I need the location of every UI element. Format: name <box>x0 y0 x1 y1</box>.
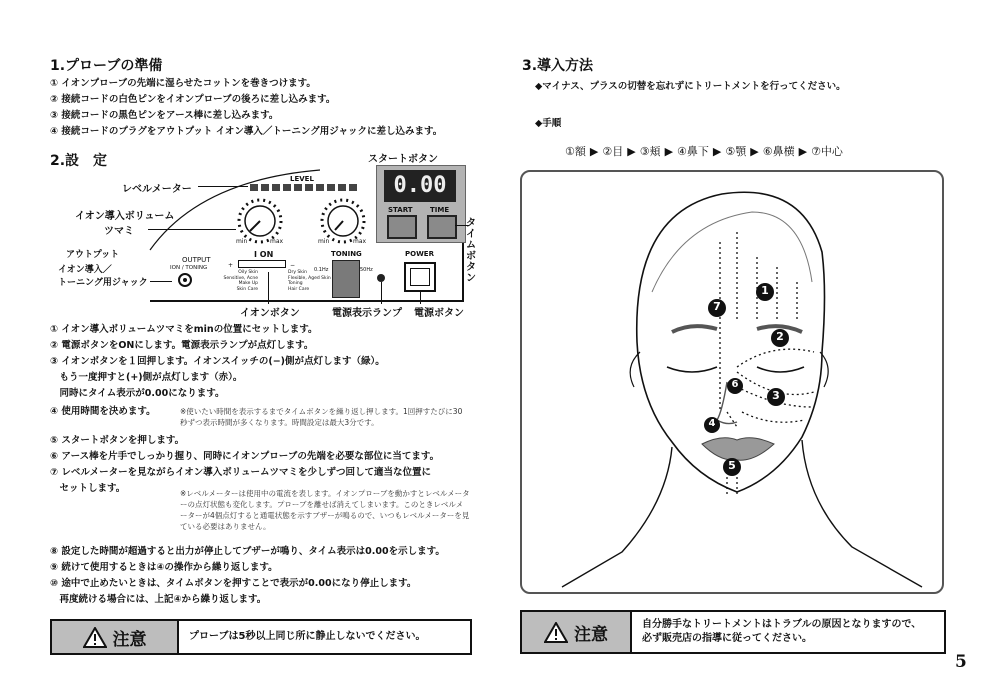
caution-line: 必ず販売店の指導に従ってください。 <box>642 633 812 644</box>
section-2-title: 2.設 定 <box>50 153 108 169</box>
power-lamp <box>377 274 385 282</box>
section-3-title: 3.導入方法 <box>522 58 594 74</box>
output-title: OUTPUT <box>182 256 211 264</box>
ion-item: Dry Skin <box>288 270 307 275</box>
procedure-title: ◆手順 <box>535 118 562 129</box>
order-item: ④鼻下 <box>677 145 709 158</box>
power-button-inner <box>410 268 430 286</box>
arrow-icon: ▶ <box>627 144 636 158</box>
power-button-label: 電源ボタン <box>414 308 464 319</box>
toning-slider[interactable] <box>332 260 360 298</box>
face-marker-4: 4 <box>708 418 716 429</box>
hz-low: 0.1Hz <box>314 267 329 273</box>
level-segment <box>250 184 258 191</box>
knob-min: min <box>236 238 248 245</box>
ion-plus-list <box>288 270 331 292</box>
level-meter <box>250 184 357 191</box>
prep-step: ② 接続コードの白色ピンをイオンプローブの後ろに差し込みます。 <box>50 94 336 105</box>
ion-item: Make Up <box>238 281 258 286</box>
face-marker-6: 6 <box>731 379 739 390</box>
output-label: アウトプット <box>66 250 120 260</box>
setting-step: ⑥ アース棒を片手でしっかり握り、同時にイオンプローブの先端を必要な部位に当てます。 <box>50 451 440 462</box>
arrow-icon: ▶ <box>750 144 759 158</box>
ion-button-label: イオンボタン <box>240 308 300 319</box>
caution-text: プローブは5秒以上同じ所に静止しないでください。 <box>189 631 426 642</box>
ion-item: Hair Care <box>288 286 310 292</box>
jack-leader <box>150 281 172 282</box>
setting-step: もう一度押すと(+)側が点灯します（赤）。 <box>50 372 243 383</box>
ion-item: Flexible, Aged Skin <box>288 275 331 281</box>
power-lamp-label: 電源表示ランプ <box>332 308 402 319</box>
ion-item: Skin Care <box>236 286 258 292</box>
arrow-icon: ▶ <box>664 144 674 158</box>
face-marker-5: 5 <box>728 459 736 472</box>
setting-step: セットします。 <box>50 483 126 494</box>
order-item: ③頬 <box>639 145 661 158</box>
setting-steps-a <box>50 322 385 402</box>
setting-step: ① イオン導入ボリュームツマミをminの位置にセットします。 <box>50 324 318 335</box>
setting-step: ⑨ 続けて使用するときは④の操作から繰り返します。 <box>50 562 278 573</box>
caution-line: 自分勝手なトリートメントはトラブルの原因となりますので、 <box>642 619 922 630</box>
knob-leader <box>148 229 236 230</box>
ion-plus-sign: + <box>228 262 234 269</box>
section-1-title: 1.プローブの準備 <box>50 58 163 74</box>
power-text: POWER <box>405 250 434 258</box>
setting-step: ⑩ 途中で止めたいときは、タイムボタンを押すことで表示が0.00になり停止します。 <box>50 578 417 589</box>
procedure-order <box>565 143 843 159</box>
setting-step: ③ イオンボタンを１回押します。イオンスイッチの(−)側が点灯します（緑）。 <box>50 356 385 367</box>
setting-step: ② 電源ボタンをONにします。電源表示ランプが点灯します。 <box>50 340 314 351</box>
prep-step: ① イオンプローブの先端に湿らせたコットンを巻きつけます。 <box>50 78 316 89</box>
page-number: 5 <box>955 652 967 672</box>
ion-item: Oily Skin <box>238 270 258 275</box>
time-display: 0.00 <box>384 170 456 202</box>
level-text: LEVEL <box>290 175 314 183</box>
time-button-label: タイムボタン <box>466 218 476 284</box>
hz-high: 50Hz <box>360 267 373 273</box>
order-item: ⑤顎 <box>725 145 747 158</box>
level-segment <box>283 184 291 191</box>
toning-knob-max: max <box>353 238 367 245</box>
setting-step-4: ④ 使用時間を決めます。 <box>50 406 156 417</box>
arrow-icon: ▶ <box>798 144 808 158</box>
ion-leader <box>268 272 269 304</box>
caution-text <box>632 612 931 652</box>
setting-step: ⑧ 設定した時間が超過すると出力が停止してブザーが鳴り、タイム表示は0.00を示します。 <box>50 546 445 557</box>
time-text: TIME <box>430 206 450 214</box>
level-segment <box>294 184 302 191</box>
caution-header <box>522 612 632 652</box>
arrow-icon: ▶ <box>589 144 599 158</box>
knob-label: ツマミ <box>104 226 134 237</box>
warning-icon <box>83 627 107 648</box>
level-segment <box>349 184 357 191</box>
caution-box-right <box>520 610 946 654</box>
face-marker-2: 2 <box>776 330 784 343</box>
step-7-note: ※レベルメーターは使用中の電流を表します。イオンプローブを動かすとレベルメーターの点灯状態も変化します。プローブを離せば消えてしまいます。このときレベルメーターが4個点灯すると通電状態を示すブザーが鳴るので、いつもレベルメーターを見ている必要はありません。 <box>180 489 470 531</box>
level-segment <box>272 184 280 191</box>
prep-step: ④ 接続コードのプラグをアウトプット イオン導入／トーニング用ジャックに差し込みます。 <box>50 126 443 137</box>
caution-box-left <box>50 619 472 655</box>
power-button[interactable] <box>404 262 436 292</box>
start-text: START <box>388 206 413 214</box>
setting-step: 再度続ける場合には、上記④から繰り返します。 <box>50 594 267 605</box>
jack-label-2: トーニング用ジャック <box>58 278 148 288</box>
volume-label: イオン導入ボリューム <box>75 211 175 222</box>
setting-steps-c <box>50 544 445 608</box>
caution-header <box>52 621 179 653</box>
face-marker-1: 1 <box>761 284 769 297</box>
jack-hole-icon <box>183 278 187 282</box>
level-segment <box>305 184 313 191</box>
level-segment <box>261 184 269 191</box>
output-sub: ION / TONING <box>170 265 208 271</box>
face-marker-3: 3 <box>772 389 780 402</box>
caution-title: 注意 <box>574 624 608 645</box>
warning-icon <box>544 622 568 643</box>
start-button[interactable] <box>387 215 417 239</box>
ion-item: Sensitive, Acne <box>223 275 258 281</box>
order-item: ⑦中心 <box>811 145 843 158</box>
section-1-steps <box>50 76 442 140</box>
level-segment <box>316 184 324 191</box>
order-item: ⑥鼻横 <box>762 145 795 158</box>
ion-text: I ON <box>254 250 274 259</box>
toning-text: TONING <box>331 250 362 258</box>
order-item: ②目 <box>602 145 624 158</box>
ion-minus-sign: − <box>290 262 296 269</box>
face-marker-7: 7 <box>713 300 721 313</box>
level-meter-label: レベルメーター <box>122 184 192 195</box>
output-jack[interactable] <box>178 273 192 287</box>
level-meter-leader <box>198 186 248 187</box>
step-4-note: ※使いたい時間を表示するまでタイムボタンを繰り返し押します。1回押すたびに30秒ずつ表示時間が多くなります。時間設定は最大3分です。 <box>180 407 463 427</box>
setting-step: 同時にタイム表示が0.00になります。 <box>50 388 225 399</box>
order-item: ①額 <box>565 145 586 158</box>
ion-item: Toning <box>288 281 303 286</box>
setting-step: ⑦ レベルメーターを見ながらイオン導入ボリュームツマミを少しずつ回して適当な位置に <box>50 467 431 478</box>
knob-max: max <box>270 238 284 245</box>
ion-minus-list <box>218 270 258 292</box>
start-button-label: スタートボタン <box>368 154 438 165</box>
ion-button[interactable] <box>238 260 286 268</box>
toning-knob-min: min <box>318 238 330 245</box>
prep-step: ③ 接続コードの黒色ピンをアース棒に差し込みます。 <box>50 110 279 121</box>
time-button[interactable] <box>427 215 457 239</box>
caution-title: 注意 <box>112 629 147 650</box>
jack-label-1: イオン導入／ <box>58 265 112 275</box>
setting-step: ⑤ スタートボタンを押します。 <box>50 435 185 446</box>
level-segment <box>327 184 335 191</box>
section-3-note: ◆マイナス、プラスの切替を忘れずにトリートメントを行ってください。 <box>535 81 846 92</box>
level-segment <box>338 184 346 191</box>
power-leader <box>420 292 421 304</box>
arrow-icon: ▶ <box>712 144 722 158</box>
lamp-leader <box>381 282 382 304</box>
